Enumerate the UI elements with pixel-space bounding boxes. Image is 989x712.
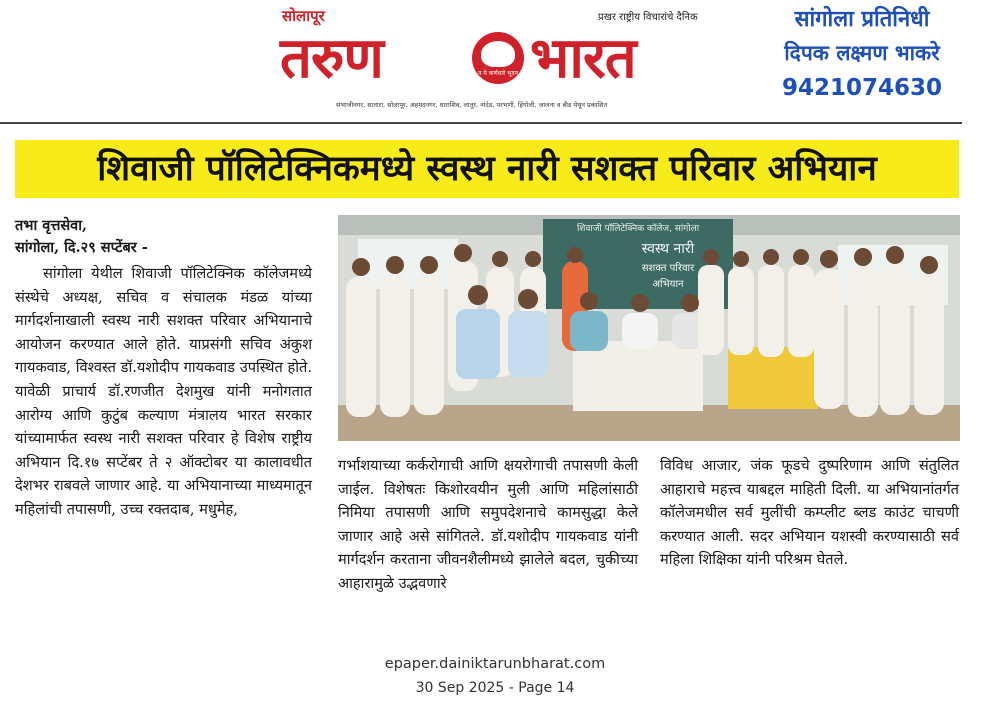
byline-place-date: सांगोला, दि.२९ सप्टेंबर - [15,239,148,256]
footer-site-link[interactable]: epaper.dainiktarunbharat.com [384,656,606,672]
masthead-divider [0,122,962,124]
page-footer [300,652,690,700]
board-line-3: अभियान [652,279,684,290]
article-column-3: विविध आजार, जंक फूडचे दुष्परिणाम आणि संतुलित आहाराचे महत्त्व याबद्दल माहिती दिली. या अभियानांतर्गत कॉलेजमधील सर्व मुलींची कम्प्लीट ब्लड काउंट चाचणी करण्यात आली. सदर अभियान यशस्वी करण्यासाठी सर्व महिला शिक्षिका यांनी परिश्रम घेतले. [660,457,959,569]
footer-date-page: 30 Sep 2025 - Page 14 [415,680,575,696]
article-byline [15,215,148,259]
article-column-2: गर्भाशयाच्या कर्करोगाची आणि क्षयरोगाची तपासणी केली जाईल. विशेषतः किशोरवयीन मुली आणि महिलांसाठी निमिया तपासणी आणि समुपदेशनाचे कामसुद्धा केले जाणार आहे असे सांगितले. डॉ.यशोदीप गायकवाड यांनी मार्गदर्शन करताना जीवनशैलीमध्ये झालेले बदल, चुकीच्या आहारामुळे उद्भवणारे [338,457,638,592]
article-photo [338,215,960,441]
reporter-name: दिपक लक्ष्मण भाकरे [784,41,940,65]
board-line-2: सशक्त परिवार [641,263,695,274]
photo-banner-text: शिवाजी पॉलिटेक्निक कॉलेज, सांगोला [576,224,700,234]
logo-word-left: तरुण [280,26,383,91]
logo-word-right: भारत [530,26,636,91]
reporter-phone: 9421074630 [781,75,943,101]
masthead-editions: संभाजीनगर, सातारा, सोलापूर, अहमदनगर, धाराशिव, लातूर, नांदेड, परभणी, हिंगोली, जालना व बीड येथून प्रकाशित [336,101,608,109]
masthead-city: सोलापूर [282,7,325,25]
reporter-title: सांगोला प्रतिनिधी [794,7,930,32]
article-column-1: सांगोला येथील शिवाजी पॉलिटेक्निक कॉलेजमध्ये संस्थेचे अध्यक्ष, सचिव व संचालक मंडळ यांच्या मार्गदर्शनाखाली स्वस्थ नारी सशक्त परिवार अभियानाचे आयोजन करण्यात आले होते. याप्रसंगी सचिव अंकुश गायकवाड, विश्वस्त डॉ.यशोदीप गायकवाड उपस्थित होते. यावेळी प्राचार्य डॉ.रणजीत देशमुख यांनी मनोगतात आरोग्य आणि कुटुंब कल्याण मंत्रालय भारत सरकार यांच्यामार्फत स्वस्थ नारी सशक्त परिवार हे विशेष राष्ट्रीय अभियान दि.१७ सप्टेंबर ते २ ऑक्टोबर या कालावधीत देशभर राबवले जाणार आहे. या अभियानाच्या माध्यमातून महिलांची तपासणी, उच्च रक्तदाब, मधुमेह, [15,265,312,518]
byline-agency: तभा वृत्तसेवा, [15,217,88,234]
article-headline: शिवाजी पॉलिटेक्निकमध्ये स्वस्थ नारी सशक्त परिवार अभियान [15,140,959,198]
reporter-credit [740,4,984,106]
lion-emblem-icon [472,32,524,84]
masthead-tagline: प्रखर राष्ट्रीय विचारांचे दैनिक [598,12,698,23]
masthead [280,6,720,116]
emblem-motto: न मे कर्णधारे भूदन [477,70,519,77]
board-line-1: स्वस्थ नारी [641,241,695,257]
